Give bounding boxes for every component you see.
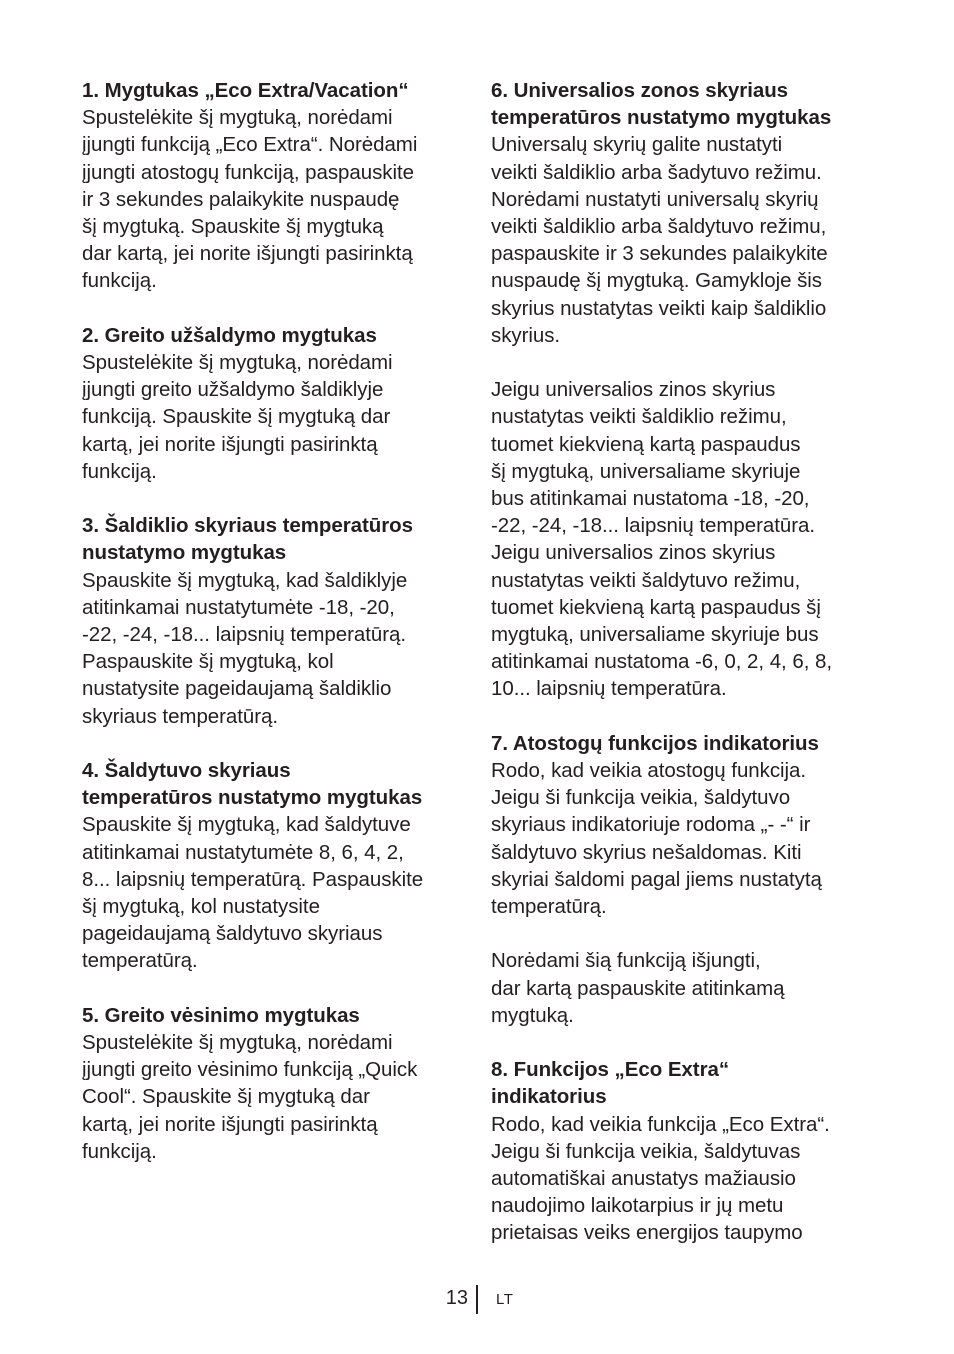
section-heading-line: 2. Greito užšaldymo mygtukas xyxy=(82,323,377,347)
section-heading-line: 1. Mygtukas „Eco Extra/Vacation“ xyxy=(82,79,409,102)
section-heading-line: 6. Universalios zonos skyriaus xyxy=(491,79,789,102)
instruction-section xyxy=(82,757,466,975)
section-body-line: 10... laipsnių temperatūra. xyxy=(491,677,727,701)
section-body-line: šį mygtuką. Spauskite šį mygtuką xyxy=(82,215,384,239)
section-body-line: Rodo, kad veikia atostogų funkcija. xyxy=(491,759,807,783)
section-body-line: funkciją. xyxy=(82,1139,157,1163)
section-body-line: Paspauskite šį mygtuką, kol xyxy=(82,650,334,674)
section-body-line: atitinkamai nustatoma -6, 0, 2, 4, 6, 8, xyxy=(491,650,832,674)
section-body-line: temperatūrą. xyxy=(491,895,607,919)
page-footer xyxy=(0,1285,954,1315)
section-body-line: šį mygtuką, kol nustatysite xyxy=(82,895,320,919)
section-body-line: veikti šaldiklio arba šaldytuvo režimu, xyxy=(491,215,827,239)
section-body-line: Spustelėkite šį mygtuką, norėdami xyxy=(82,351,393,375)
section-body-line: kartą, jei norite išjungti pasirinktą xyxy=(82,432,378,456)
section-body-line: Universalų skyrių galite nustatyti xyxy=(491,133,783,157)
section-body-line: šį mygtuką, universaliame skyriuje xyxy=(491,459,801,483)
section-body-line: 8... laipsnių temperatūrą. Paspauskite xyxy=(82,867,424,891)
section-body-line: dar kartą, jei norite išjungti pasirinktą xyxy=(82,242,413,266)
section-body-line: temperatūrą. xyxy=(82,949,198,973)
instruction-section xyxy=(491,376,875,702)
section-body-line: skyriaus temperatūrą. xyxy=(82,704,279,728)
section-body-line: ir 3 sekundes palaikykite nuspaudę xyxy=(82,187,400,211)
section-body-line: bus atitinkamai nustatoma -18, -20, xyxy=(491,487,810,511)
section-body-line: atitinkamai nustatytumėte 8, 6, 4, 2, xyxy=(82,840,404,864)
language-code: LT xyxy=(496,1291,514,1308)
section-heading-line: 3. Šaldiklio skyriaus temperatūros xyxy=(82,514,413,538)
section-body-line: -22, -24, -18... laipsnių temperatūra. xyxy=(491,514,815,538)
footer-divider xyxy=(476,1285,478,1314)
section-body-line: mygtuką. xyxy=(491,1003,574,1027)
section-body-line: įjungti atostogų funkciją, paspauskite xyxy=(82,160,415,184)
section-body-line: Norėdami nustatyti universalų skyrių xyxy=(491,187,819,211)
section-body-line: Rodo, kad veikia funkcija „Eco Extra“. xyxy=(491,1112,830,1136)
section-body-line: Spustelėkite šį mygtuką, norėdami xyxy=(82,1031,393,1055)
section-body-line: Norėdami šią funkciją išjungti, xyxy=(491,949,761,973)
page-number: 13 xyxy=(445,1287,468,1309)
section-heading-line: 5. Greito vėsinimo mygtukas xyxy=(82,1003,360,1027)
section-body-line: -22, -24, -18... laipsnių temperatūrą. xyxy=(82,623,406,647)
section-heading-line: nustatymo mygtukas xyxy=(82,541,287,565)
section-body-line: mygtuką, universaliame skyriuje bus xyxy=(491,623,819,647)
section-body-line: įjungti greito vėsinimo funkciją „Quick xyxy=(82,1058,418,1082)
section-body-line: tuomet kiekvieną kartą paspaudus xyxy=(491,432,801,456)
section-heading-line: temperatūros nustatymo mygtukas xyxy=(82,786,423,810)
right-column xyxy=(491,77,875,1274)
section-heading-line: 7. Atostogų funkcijos indikatorius xyxy=(491,731,819,755)
instruction-section xyxy=(491,730,875,920)
instruction-section xyxy=(82,1002,466,1165)
section-body-line: funkciją. xyxy=(82,269,157,293)
section-body-line: Spauskite šį mygtuką, kad šaldytuve xyxy=(82,813,411,837)
section-body-line: įjungti funkciją „Eco Extra“. Norėdami xyxy=(82,133,418,157)
instruction-section xyxy=(82,77,466,295)
section-body-line: prietaisas veiks energijos taupymo xyxy=(491,1221,803,1245)
section-body-line: skyrius. xyxy=(491,323,561,347)
section-body-line: atitinkamai nustatytumėte -18, -20, xyxy=(82,595,395,619)
section-body-line: naudojimo laikotarpius ir jų metu xyxy=(491,1194,784,1218)
section-body-line: nustatytas veikti šaldytuvo režimu, xyxy=(491,568,801,592)
section-body-line: Jeigu universalios zinos skyrius xyxy=(491,541,776,565)
section-body-line: funkciją. Spauskite šį mygtuką dar xyxy=(82,405,391,429)
section-body-line: kartą, jei norite išjungti pasirinktą xyxy=(82,1112,378,1136)
section-body-line: šaldytuvo skyrius nešaldomas. Kiti xyxy=(491,840,802,864)
instruction-section xyxy=(82,322,466,485)
section-body-line: Spustelėkite šį mygtuką, norėdami xyxy=(82,106,393,130)
instruction-section xyxy=(491,947,875,1029)
section-body-line: Jeigu universalios zinos skyrius xyxy=(491,378,776,402)
section-body-line: skyriaus indikatoriuje rodoma „- -“ ir xyxy=(491,813,811,837)
section-body-line: nuspaudę šį mygtuką. Gamykloje šis xyxy=(491,269,823,293)
section-body-line: nustatytas veikti šaldiklio režimu, xyxy=(491,405,787,429)
instruction-section xyxy=(491,1056,875,1246)
section-heading-line: indikatorius xyxy=(491,1085,607,1109)
section-body-line: dar kartą paspauskite atitinkamą xyxy=(491,976,785,1000)
section-body-line: pageidaujamą šaldytuvo skyriaus xyxy=(82,922,383,946)
left-column xyxy=(82,77,466,1192)
section-body-line: veikti šaldiklio arba šadytuvo režimu. xyxy=(491,160,822,184)
section-heading-line: 4. Šaldytuvo skyriaus xyxy=(82,759,291,783)
section-body-line: automatiškai anustatys mažiausio xyxy=(491,1167,796,1191)
section-body-line: Jeigu ši funkcija veikia, šaldytuvas xyxy=(491,1139,801,1163)
section-body-line: Spauskite šį mygtuką, kad šaldiklyje xyxy=(82,568,408,592)
section-heading-line: 8. Funkcijos „Eco Extra“ xyxy=(491,1058,730,1082)
section-body-line: paspauskite ir 3 sekundes palaikykite xyxy=(491,242,828,266)
section-body-line: tuomet kiekvieną kartą paspaudus šį xyxy=(491,595,821,619)
instruction-section xyxy=(491,77,875,349)
section-body-line: funkciją. xyxy=(82,459,157,483)
section-heading-line: temperatūros nustatymo mygtukas xyxy=(491,106,832,130)
section-body-line: Jeigu ši funkcija veikia, šaldytuvo xyxy=(491,786,791,810)
section-body-line: įjungti greito užšaldymo šaldiklyje xyxy=(82,378,384,402)
section-body-line: Cool“. Spauskite šį mygtuką dar xyxy=(82,1085,370,1109)
instruction-section xyxy=(82,512,466,730)
section-body-line: skyriai šaldomi pagal jiems nustatytą xyxy=(491,867,822,891)
section-body-line: nustatysite pageidaujamą šaldiklio xyxy=(82,677,392,701)
section-body-line: skyrius nustatytas veikti kaip šaldiklio xyxy=(491,296,827,320)
